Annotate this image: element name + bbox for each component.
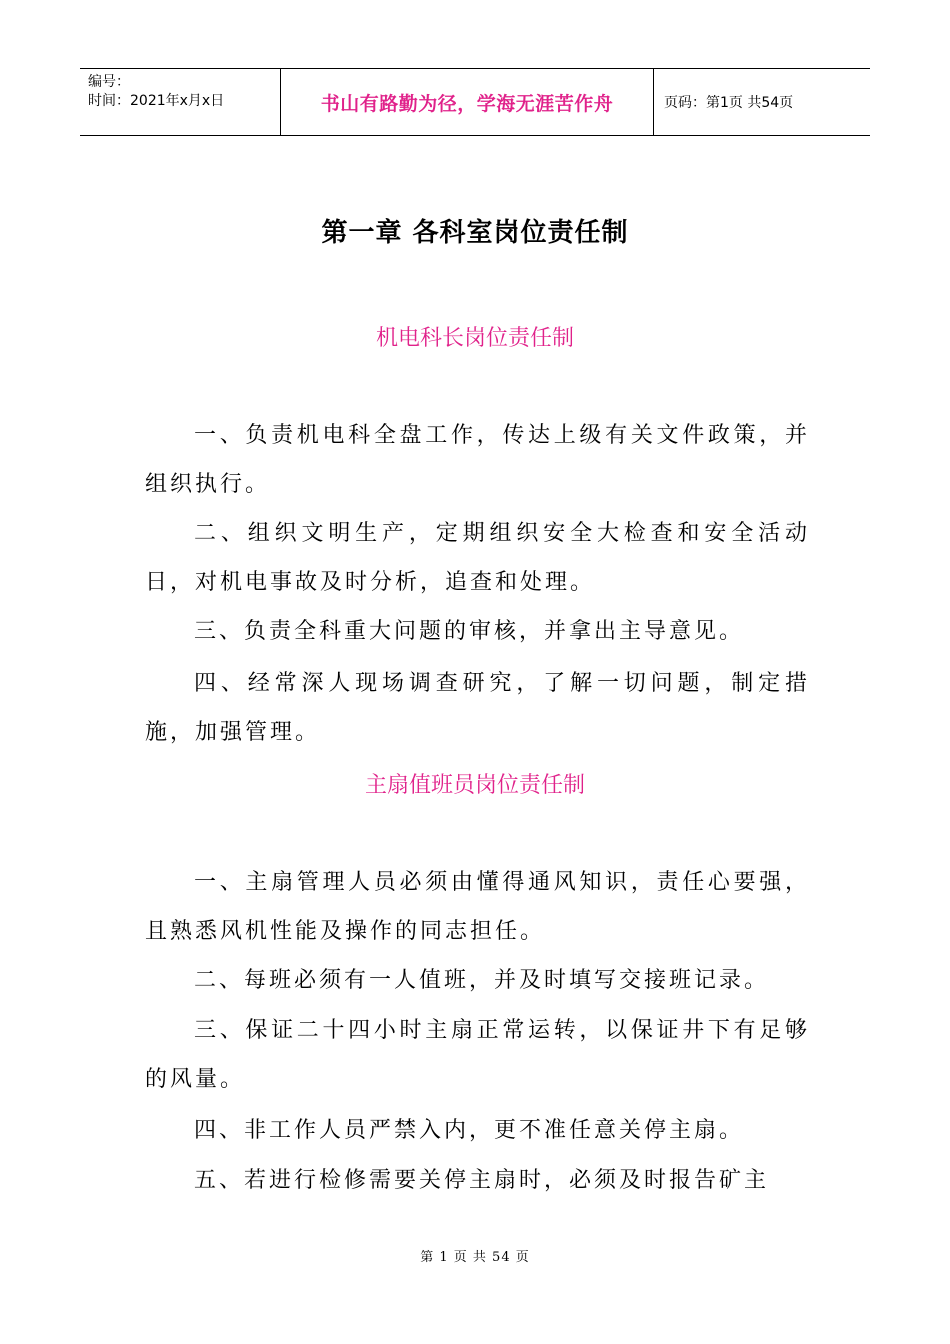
paragraph: 三、保证二十四小时主扇正常运转，以保证井下有足够的风量。 — [145, 1018, 810, 1092]
paragraph: 二、组织文明生产，定期组织安全大检查和安全活动日，对机电事故及时分析，追查和处理。 — [145, 521, 810, 595]
date-label: 时间：2021年x月x日 — [88, 93, 225, 109]
paragraph: 五、若进行检修需要关停主扇时，必须及时报告矿主 — [194, 1168, 770, 1193]
section-title-main-fan: 主扇值班员岗位责任制 — [364, 773, 585, 798]
header-meta-cell — [80, 69, 281, 135]
paragraph: 三、负责全科重大问题的审核，并拿出主导意见。 — [194, 619, 745, 644]
paragraph: 一、负责机电科全盘工作，传达上级有关文件政策，并组织执行。 — [145, 423, 810, 497]
paragraph: 一、主扇管理人员必须由懂得通风知识，责任心要强，且熟悉风机性能及操作的同志担任。 — [145, 870, 810, 944]
section-title-electromechanical: 机电科长岗位责任制 — [375, 326, 574, 351]
page-info-cell — [654, 69, 870, 135]
motto-cell — [281, 69, 654, 135]
paragraph: 四、经常深人现场调查研究，了解一切问题，制定措施，加强管理。 — [145, 671, 810, 745]
paragraph: 四、非工作人员严禁入内，更不准任意关停主扇。 — [194, 1118, 745, 1143]
chapter-title: 第一章 各科室岗位责任制 — [321, 218, 629, 248]
paragraph: 二、每班必须有一人值班，并及时填写交接班记录。 — [194, 968, 770, 993]
page-footer: 第 1 页 共 54 页 — [420, 1250, 530, 1265]
number-label: 编号： — [88, 74, 130, 90]
page-info-text: 页码：第1页 共54页 — [664, 95, 794, 111]
header-table — [80, 68, 870, 136]
motto-text: 书山有路勤为径，学海无涯苦作舟 — [320, 92, 614, 115]
